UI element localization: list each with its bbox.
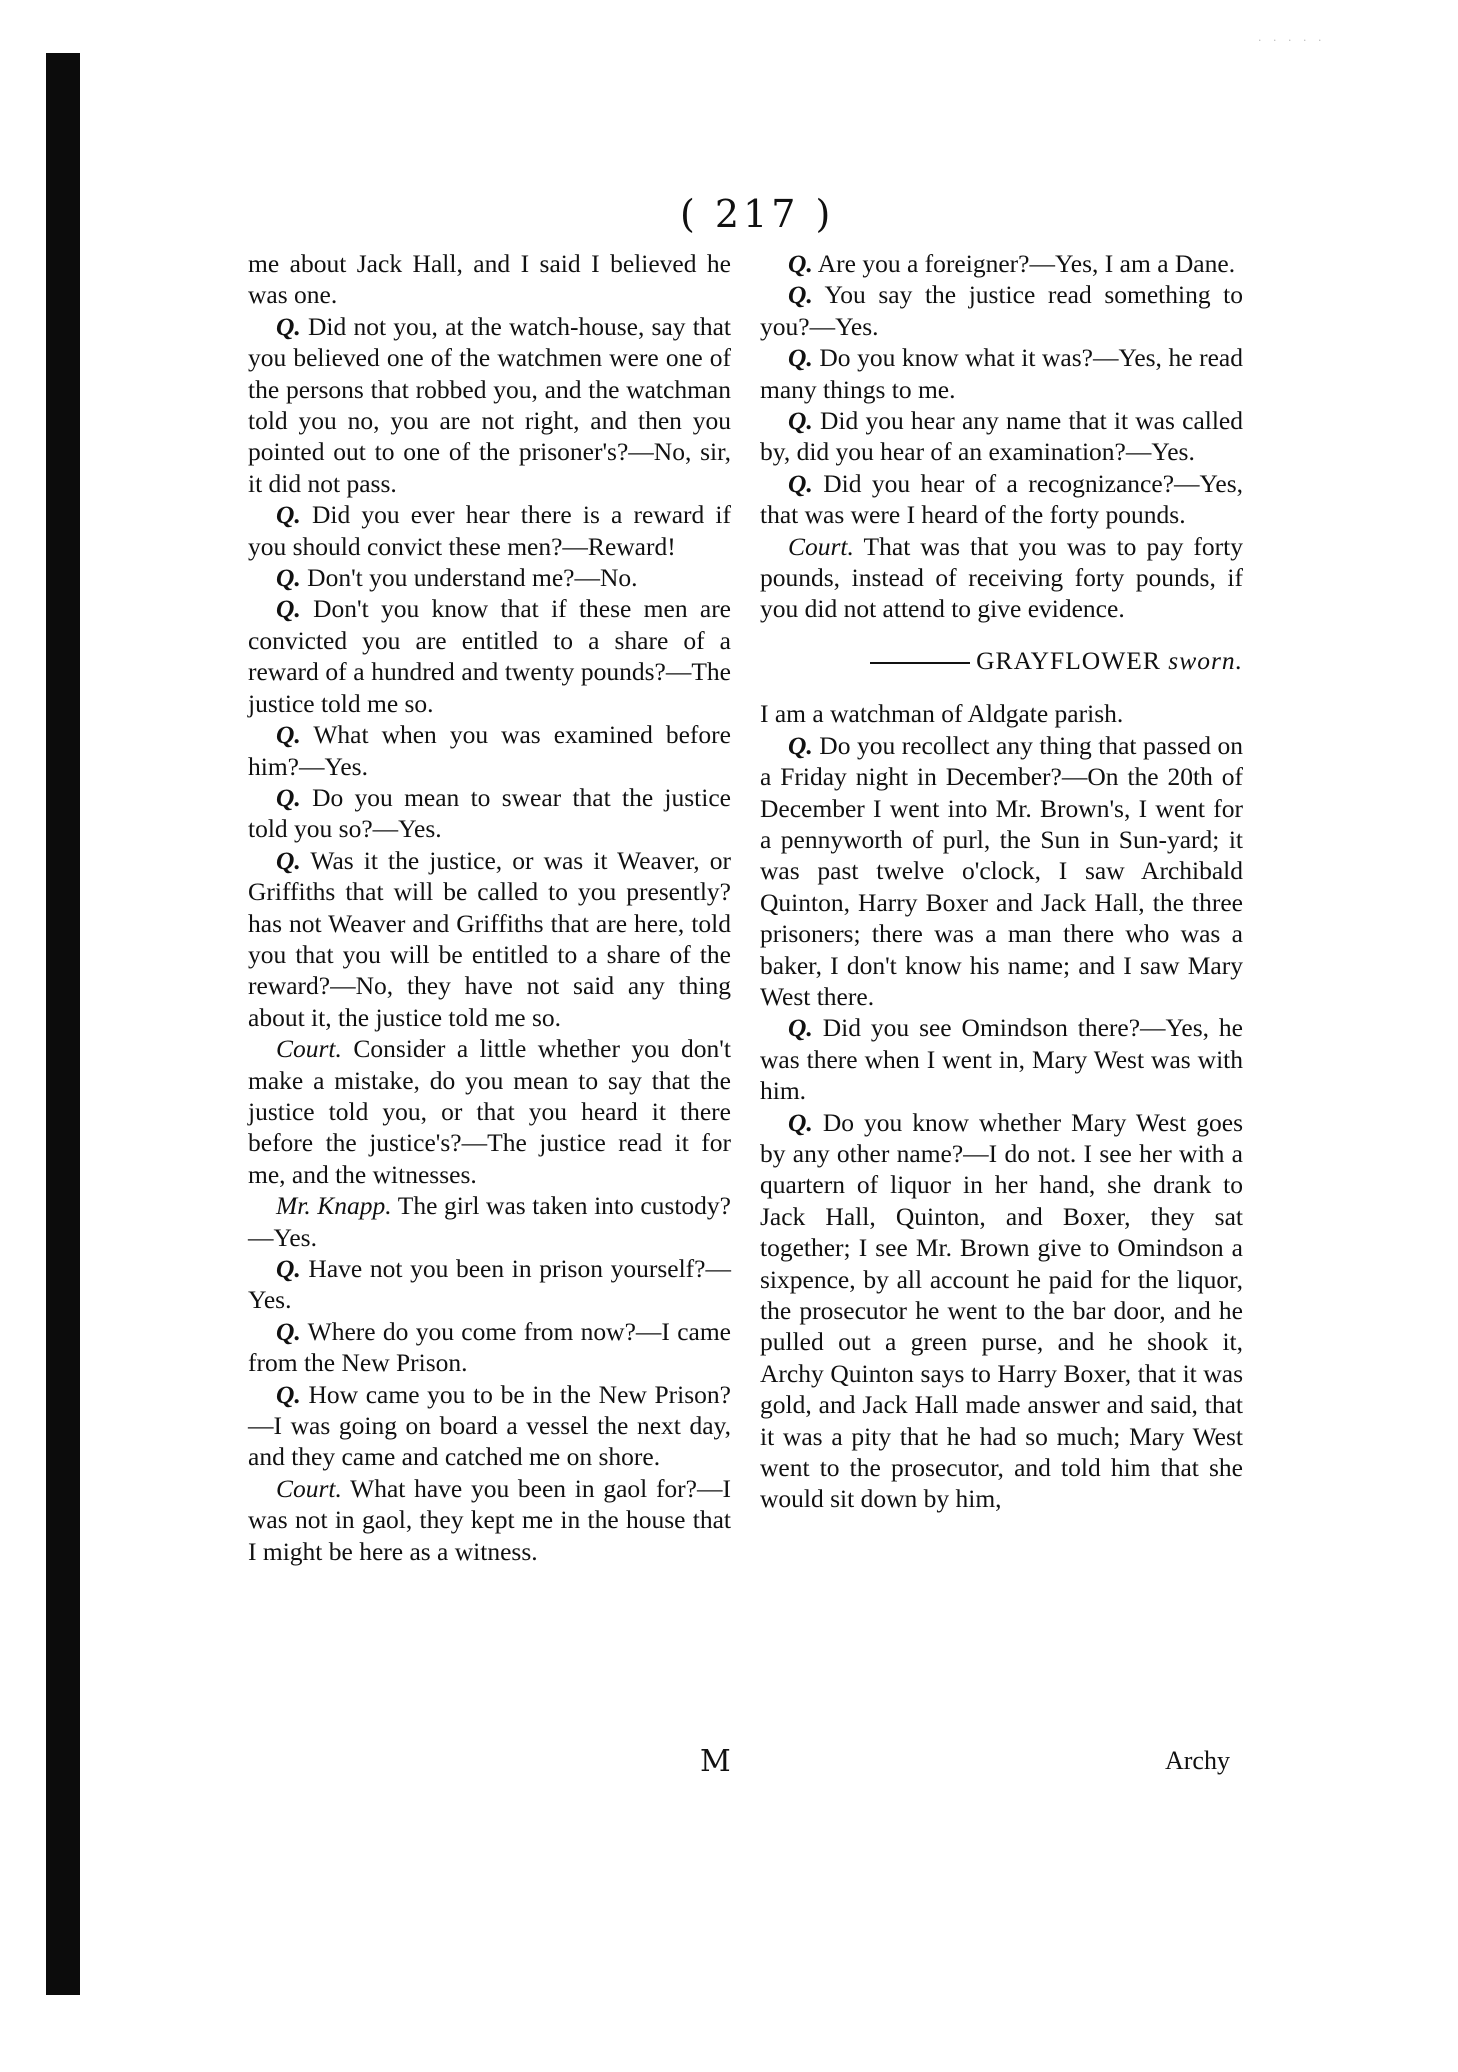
left-column	[248, 248, 731, 1567]
question-marker: Q.	[276, 311, 301, 341]
paragraph	[760, 468, 1243, 531]
paragraph	[248, 1316, 731, 1379]
question-marker: Q.	[788, 343, 813, 373]
paragraph-text: Did you hear any name that it was called by, did you hear of an examination?—Yes.	[760, 406, 1243, 467]
speaker-label: Court.	[788, 531, 854, 561]
paragraph	[248, 782, 731, 845]
question-marker: Q.	[276, 594, 301, 624]
paragraph-text: How came you to be in the New Prison?—I was going on board a vessel the next day, and they came and catched me on shore.	[248, 1379, 731, 1472]
paragraph-text: Consider a little whether you don't make a mistake, do you mean to say that the justice told you, or that you heard it there before the justice's?—The justice read it for me, and the witnesses.	[248, 1034, 731, 1189]
binding-edge	[46, 53, 80, 1995]
paragraph-text: That was that you was to pay forty pounds, instead of receiving forty pounds, if you did not attend to give evidence.	[760, 531, 1243, 624]
paragraph-text: Do you mean to swear that the justice told you so?—Yes.	[248, 782, 731, 844]
speaker-label: Mr. Knapp.	[276, 1191, 392, 1221]
paragraph-text: What when you was examined before him?—Yes.	[248, 720, 731, 781]
witness-name: GRAYFLOWER	[976, 645, 1161, 675]
paragraph	[248, 1473, 731, 1567]
question-marker: Q.	[276, 845, 301, 875]
paragraph-text: Did you ever hear there is a reward if you should convict these men?—Reward!	[248, 500, 731, 561]
paragraph-text: What have you been in gaol for?—I was not in gaol, they kept me in the house that I might be here as a witness.	[248, 1473, 731, 1566]
question-marker: Q.	[788, 468, 813, 498]
paragraph-text: Do you know whether Mary West goes by any other name?—I do not. I see her with a quartern of liquor in her hand, she drank to Jack Hall, Quinton, and Boxer, they sat together; I see Mr. Brown give to Omindson a sixpence, by all account he paid for the liquor, the prosecutor he went to the bar door, and he pulled out a green purse, and he shook it, Archy Quinton says to Harry Boxer, that it was gold, and Jack Hall made answer and said, that it was a pity that he had so much; Mary West went to the prosecutor, and told him that she would sit down by him,	[760, 1107, 1243, 1514]
paragraph-text: Was it the justice, or was it Weaver, or Griffiths that will be called to you presently? has not Weaver and Griffiths that are here, told you that you will be entitled to a share of the reward?—No, they have not said any thing about it, the justice told me so.	[248, 845, 731, 1032]
paragraph	[760, 342, 1243, 405]
paragraph	[248, 311, 731, 499]
paragraph-text: Don't you understand me?—No.	[300, 563, 638, 593]
paragraph	[248, 1253, 731, 1316]
right-column	[760, 248, 1243, 1515]
paragraph	[248, 499, 731, 562]
paragraph	[248, 719, 731, 782]
paragraph	[760, 531, 1243, 625]
paragraph	[248, 593, 731, 719]
right-column-after	[760, 698, 1243, 1515]
paragraph-text: me about Jack Hall, and I said I believed he was one.	[248, 249, 731, 310]
witness-sworn: sworn.	[1168, 645, 1243, 675]
paragraph	[760, 405, 1243, 468]
paragraph-text: Did you hear of a recognizance?—Yes, that was were I heard of the forty pounds.	[760, 468, 1243, 530]
paragraph-text: Do you recollect any thing that passed on a Friday night in December?—On the 20th of December I went into Mr. Brown's, I went for a pennyworth of purl, the Sun in Sun-yard; it was past twelve o'clock, I saw Archibald Quinton, Harry Boxer and Jack Hall, the three prisoners; there was a man there who was a baker, I don't know his name; and I saw Mary West there.	[760, 730, 1243, 1011]
question-marker: Q.	[276, 1254, 301, 1283]
paragraph	[248, 562, 731, 593]
paragraph-text: The girl was taken into custody?—Yes.	[248, 1191, 731, 1252]
paragraph-text: Where do you come from now?—I came from the New Prison.	[248, 1316, 731, 1378]
question-marker: Q.	[788, 1107, 813, 1137]
paragraph-text: Have not you been in prison yourself?—Yes.	[248, 1254, 731, 1315]
paragraph-text: I am a watchman of Aldgate parish.	[760, 699, 1124, 729]
right-column-before	[760, 248, 1243, 625]
paragraph-text: Are you a foreigner?—Yes, I am a Dane.	[812, 249, 1236, 278]
paragraph	[760, 1012, 1243, 1106]
speaker-label: Court.	[276, 1473, 342, 1503]
signature-mark: M	[700, 1744, 731, 1779]
page-number: ( 217 )	[680, 192, 835, 236]
question-marker: Q.	[276, 720, 301, 750]
question-marker: Q.	[276, 563, 301, 593]
question-marker: Q.	[788, 1013, 813, 1043]
paragraph	[248, 248, 731, 311]
question-marker: Q.	[276, 782, 301, 812]
question-marker: Q.	[276, 1316, 301, 1346]
witness-heading	[760, 645, 1243, 676]
question-marker: Q.	[788, 730, 813, 760]
paragraph	[248, 1033, 731, 1190]
question-marker: Q.	[276, 500, 301, 530]
paragraph	[760, 730, 1243, 1013]
heading-rule	[870, 662, 970, 664]
question-marker: Q.	[788, 280, 813, 310]
paragraph	[248, 845, 731, 1033]
question-marker: Q.	[788, 249, 813, 278]
scan-specks: · · · · ·	[1258, 34, 1326, 47]
paragraph	[248, 1379, 731, 1473]
paragraph	[760, 248, 1243, 279]
paragraph	[760, 279, 1243, 342]
speaker-label: Court.	[276, 1034, 342, 1064]
paragraph	[760, 1107, 1243, 1515]
question-marker: Q.	[788, 406, 813, 436]
paragraph	[760, 698, 1243, 729]
paragraph-text: Did you see Omindson there?—Yes, he was there when I went in, Mary West was with him.	[760, 1013, 1243, 1106]
paragraph-text: Don't you know that if these men are convicted you are entitled to a share of a reward of a hundred and twenty pounds?—The justice told me so.	[248, 594, 731, 718]
paragraph-text: You say the justice read something to you?—Yes.	[760, 280, 1243, 341]
paragraph-text: Did not you, at the watch-house, say that you believed one of the watchmen were one of the persons that robbed you, and the watchman told you no, you are not right, and then you pointed out to one of the prisoner's?—No, sir, it did not pass.	[248, 311, 731, 498]
question-marker: Q.	[276, 1379, 301, 1409]
paragraph	[248, 1190, 731, 1253]
catchword: Archy	[1165, 1746, 1230, 1775]
paragraph-text: Do you know what it was?—Yes, he read many things to me.	[760, 343, 1243, 404]
